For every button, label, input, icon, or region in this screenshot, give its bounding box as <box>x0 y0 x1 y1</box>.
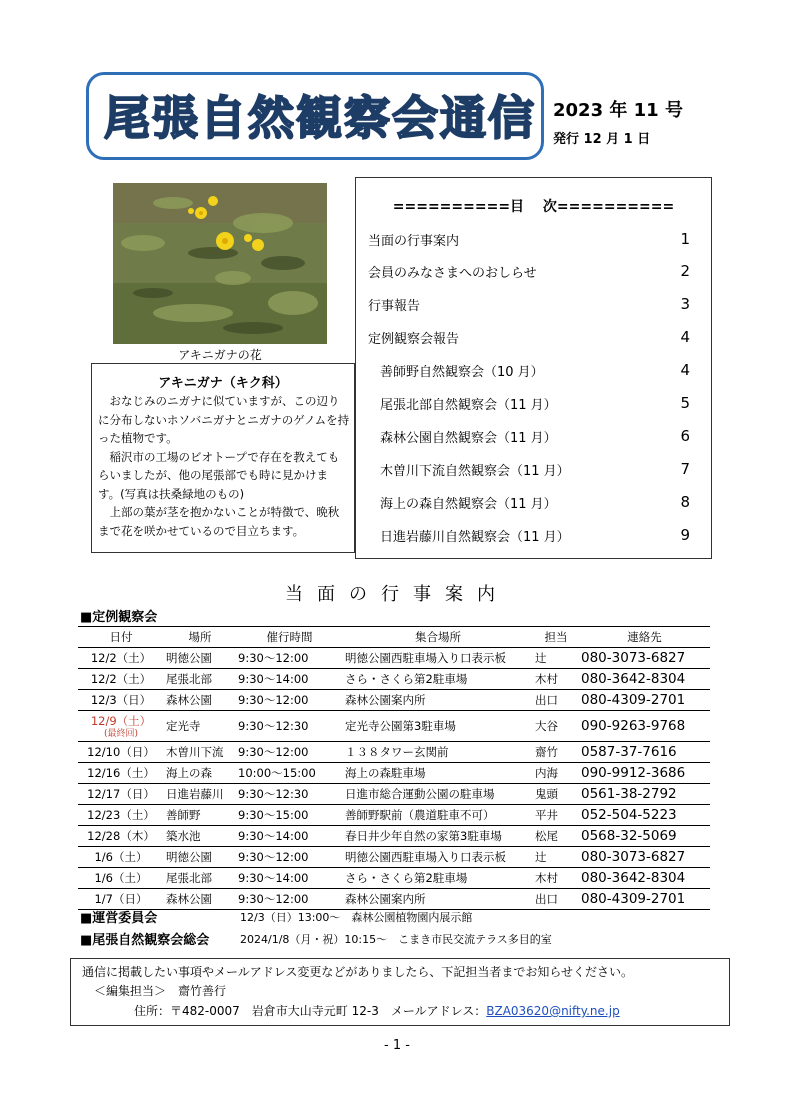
row-time <box>236 648 343 669</box>
table-header-row <box>78 627 710 648</box>
table-row <box>78 711 710 742</box>
toc-page: 2 <box>680 262 690 280</box>
row-leader-text: 出口 <box>535 693 558 707</box>
flower-photo <box>113 183 327 344</box>
table-row <box>78 868 710 889</box>
row-date <box>78 690 164 711</box>
toc-label: 会員のみなさまへのおしらせ <box>368 266 537 281</box>
row-leader-text: 辻 <box>535 850 547 864</box>
row-date <box>78 784 164 805</box>
toc-item[interactable] <box>380 394 690 413</box>
row-phone <box>579 648 710 669</box>
table-row <box>78 669 710 690</box>
row-time <box>236 889 343 910</box>
row-leader <box>533 763 579 784</box>
row-date-text: 12/28（木） <box>87 829 155 843</box>
row-date-text: 12/10（日） <box>87 745 155 759</box>
row-time-text: 9:30～14:00 <box>238 871 309 885</box>
row-meeting-place-text: さら・さくら第2駐車場 <box>345 871 468 885</box>
row-leader-text: 平井 <box>535 808 558 822</box>
steering-committee-label: ■運営委員会 <box>80 911 158 926</box>
row-meeting-place <box>343 763 533 784</box>
row-leader <box>533 648 579 669</box>
row-phone <box>579 847 710 868</box>
toc-item[interactable] <box>368 262 690 281</box>
row-leader-text: 出口 <box>535 892 558 906</box>
toc-page: 8 <box>680 493 690 511</box>
toc-item[interactable] <box>380 361 690 380</box>
plant-paragraph: 稲沢市の工場のビオトープで存在を教えてもらいましたが、他の尾張部でも時に見かけます。(写真は扶桑緑地のもの) <box>98 449 340 501</box>
toc-item[interactable] <box>368 295 690 314</box>
row-phone <box>579 826 710 847</box>
general-meeting-label: ■尾張自然観察会総会 <box>80 933 210 948</box>
row-time-text: 9:30～12:00 <box>238 892 309 906</box>
row-phone-text: 0587-37-7616 <box>581 744 677 760</box>
toc-item[interactable] <box>380 460 690 479</box>
row-time-text: 9:30～14:00 <box>238 672 309 686</box>
table-row <box>78 826 710 847</box>
email-link[interactable]: BZA03620@nifty.ne.jp <box>486 1004 620 1018</box>
row-place-text: 明徳公園 <box>166 850 212 864</box>
row-leader <box>533 784 579 805</box>
row-time <box>236 805 343 826</box>
table-row <box>78 805 710 826</box>
row-leader <box>533 847 579 868</box>
row-meeting-place-text: １３８タワー玄関前 <box>345 745 449 759</box>
row-leader-text: 大谷 <box>535 719 558 733</box>
schedule-title: 当面の行事案内 <box>285 584 509 605</box>
row-meeting-place <box>343 889 533 910</box>
row-date <box>78 763 164 784</box>
row-phone-text: 080-4309-2701 <box>581 891 686 907</box>
row-phone-text: 080-4309-2701 <box>581 692 686 708</box>
row-date <box>78 805 164 826</box>
row-phone-text: 052-504-5223 <box>581 807 677 823</box>
row-meeting-place-text: 明徳公園西駐車場入り口表示板 <box>345 651 506 665</box>
row-phone-text: 080-3642-8304 <box>581 870 686 886</box>
row-phone-text: 080-3642-8304 <box>581 671 686 687</box>
row-meeting-place <box>343 847 533 868</box>
row-leader <box>533 868 579 889</box>
row-meeting-place <box>343 711 533 742</box>
row-place <box>164 711 236 742</box>
row-meeting-place-text: さら・さくら第2駐車場 <box>345 672 468 686</box>
row-phone-text: 090-9263-9768 <box>581 718 686 734</box>
row-date <box>78 711 164 742</box>
row-date-text: 1/6（土） <box>94 850 148 864</box>
table-row <box>78 690 710 711</box>
row-place <box>164 805 236 826</box>
row-leader <box>533 669 579 690</box>
row-time-text: 9:30～12:30 <box>238 719 309 733</box>
header-place: 場所 <box>164 627 236 648</box>
row-leader <box>533 889 579 910</box>
row-date <box>78 847 164 868</box>
row-time-text: 9:30～15:00 <box>238 808 309 822</box>
row-time-text: 9:30～12:00 <box>238 745 309 759</box>
row-meeting-place-text: 海上の森駐車場 <box>345 766 426 780</box>
row-time <box>236 763 343 784</box>
toc-item[interactable] <box>380 493 690 512</box>
header-leader: 担当 <box>533 627 579 648</box>
toc-label: 尾張北部自然観察会（11 月） <box>380 398 557 413</box>
row-meeting-place <box>343 648 533 669</box>
row-phone <box>579 742 710 763</box>
plant-title: アキニガナ（キク科） <box>158 376 288 391</box>
toc-label: 海上の森自然観察会（11 月） <box>380 497 557 512</box>
row-leader-text: 松尾 <box>535 829 558 843</box>
row-place-text: 森林公園 <box>166 693 212 707</box>
row-meeting-place-text: 森林公園案内所 <box>345 892 426 906</box>
row-meeting-place-text: 定光寺公園第3駐車場 <box>345 719 456 733</box>
row-time <box>236 847 343 868</box>
address-text: 住所：〒482-0007 岩倉市大山寺元町 12-3 メールアドレス： <box>134 1004 487 1018</box>
row-phone <box>579 784 710 805</box>
row-leader-text: 辻 <box>535 651 547 665</box>
row-phone-text: 0561-38-2792 <box>581 786 677 802</box>
row-time <box>236 826 343 847</box>
row-leader-text: 木村 <box>535 672 558 686</box>
row-place-text: 海上の森 <box>166 766 212 780</box>
header-date: 日付 <box>78 627 164 648</box>
row-time-text: 9:30～12:00 <box>238 651 309 665</box>
row-place-text: 築水池 <box>166 829 201 843</box>
row-place <box>164 742 236 763</box>
row-date <box>78 826 164 847</box>
issue-date: 発行 12 月 1 日 <box>553 132 651 147</box>
row-phone <box>579 690 710 711</box>
toc-heading: ==========目 次========== <box>392 199 675 215</box>
row-place-text: 尾張北部 <box>166 672 212 686</box>
toc-page: 4 <box>680 361 690 379</box>
row-leader <box>533 690 579 711</box>
row-phone-text: 080-3073-6827 <box>581 650 686 666</box>
row-date-text: 1/7（日） <box>94 892 148 906</box>
row-meeting-place-text: 森林公園案内所 <box>345 693 426 707</box>
row-place <box>164 847 236 868</box>
row-leader <box>533 742 579 763</box>
plant-paragraph: 上部の葉が茎を抱かないことが特徴で、晩秋まで花を咲かせているので目立ちます。 <box>98 505 340 538</box>
row-time-text: 9:30～12:30 <box>238 787 309 801</box>
toc-label: 行事報告 <box>368 299 421 314</box>
table-row <box>78 763 710 784</box>
row-place <box>164 669 236 690</box>
schedule-table <box>78 626 710 910</box>
row-time <box>236 669 343 690</box>
row-place-text: 善師野 <box>166 808 201 822</box>
header-meeting-place: 集合場所 <box>343 627 533 648</box>
row-meeting-place-text: 日進市総合運動公園の駐車場 <box>345 787 495 801</box>
regular-events-label: ■定例観察会 <box>80 610 158 625</box>
flower-photo-image <box>113 183 327 344</box>
issue-number: 2023 年 11 号 <box>553 100 683 121</box>
row-date <box>78 868 164 889</box>
row-time-text: 9:30～12:00 <box>238 850 309 864</box>
row-phone <box>579 805 710 826</box>
row-time <box>236 784 343 805</box>
toc-item[interactable] <box>368 230 690 249</box>
row-place <box>164 868 236 889</box>
table-row <box>78 648 710 669</box>
toc-item[interactable] <box>380 427 690 446</box>
row-leader-text: 齋竹 <box>535 745 558 759</box>
table-row <box>78 784 710 805</box>
newsletter-title: 尾張自然観察会通信 <box>104 91 536 145</box>
row-meeting-place-text: 善師野駅前（農道駐車不可） <box>345 808 495 822</box>
row-date-text: 1/6（土） <box>94 871 148 885</box>
notice-text: 通信に掲載したい事項やメールアドレス変更などがありましたら、下記担当者までお知らせください。 <box>82 965 634 979</box>
row-phone <box>579 711 710 742</box>
row-meeting-place <box>343 784 533 805</box>
row-date-text: 12/23（土） <box>87 808 155 822</box>
row-place <box>164 889 236 910</box>
toc-label: 森林公園自然観察会（11 月） <box>380 431 557 446</box>
row-time-text: 10:00～15:00 <box>238 766 316 780</box>
row-date-text: 12/9（土） <box>90 714 152 728</box>
row-place <box>164 690 236 711</box>
row-phone-text: 0568-32-5069 <box>581 828 677 844</box>
toc-page: 9 <box>680 526 690 544</box>
editor-name: ＜編集担当＞ 齋竹善行 <box>94 984 227 998</box>
row-phone <box>579 669 710 690</box>
row-meeting-place <box>343 868 533 889</box>
table-row <box>78 742 710 763</box>
toc-label: 木曽川下流自然観察会（11 月） <box>380 464 570 479</box>
row-phone-text: 090-9912-3686 <box>581 765 686 781</box>
toc-page: 6 <box>680 427 690 445</box>
toc-label: 当面の行事案内 <box>368 234 460 249</box>
photo-caption: アキニガナの花 <box>178 348 262 362</box>
row-phone <box>579 763 710 784</box>
page-number: - 1 - <box>384 1038 410 1053</box>
row-place <box>164 763 236 784</box>
row-date <box>78 742 164 763</box>
row-place-text: 定光寺 <box>166 719 201 733</box>
header-contact: 連絡先 <box>579 627 710 648</box>
toc-label: 定例観察会報告 <box>368 332 460 347</box>
toc-page: 3 <box>680 295 690 313</box>
row-meeting-place <box>343 690 533 711</box>
toc-item[interactable] <box>380 526 690 545</box>
row-place-text: 明徳公園 <box>166 651 212 665</box>
row-time <box>236 711 343 742</box>
row-meeting-place <box>343 826 533 847</box>
row-phone <box>579 868 710 889</box>
row-place-text: 森林公園 <box>166 892 212 906</box>
toc-item[interactable] <box>368 328 690 347</box>
row-meeting-place-text: 春日井少年自然の家第3駐車場 <box>345 829 502 843</box>
row-date-text: 12/16（土） <box>87 766 155 780</box>
toc-page: 7 <box>680 460 690 478</box>
row-place-text: 日進岩藤川 <box>166 787 224 801</box>
steering-committee-detail: 12/3（日）13:00～ 森林公園植物園内展示館 <box>240 911 473 924</box>
row-time-text: 9:30～14:00 <box>238 829 309 843</box>
row-place-text: 尾張北部 <box>166 871 212 885</box>
row-place-text: 木曽川下流 <box>166 745 224 759</box>
toc-label: 善師野自然観察会（10 月） <box>380 365 544 380</box>
row-meeting-place-text: 明徳公園西駐車場入り口表示板 <box>345 850 506 864</box>
table-row <box>78 847 710 868</box>
row-leader-text: 木村 <box>535 871 558 885</box>
row-phone-text: 080-3073-6827 <box>581 849 686 865</box>
toc-page: 5 <box>680 394 690 412</box>
row-leader <box>533 805 579 826</box>
plant-description <box>98 392 350 540</box>
row-place <box>164 784 236 805</box>
row-time <box>236 742 343 763</box>
final-session-note: (最終回) <box>103 729 139 739</box>
row-leader <box>533 711 579 742</box>
row-date <box>78 648 164 669</box>
row-date-text: 12/17（日） <box>87 787 155 801</box>
plant-paragraph: おなじみのニガナに似ていますが、この辺りに分布しないホソバニガナとニガナのゲノムを持った植物です。 <box>98 394 350 445</box>
editor-address <box>134 1002 620 1019</box>
row-meeting-place <box>343 742 533 763</box>
header-time: 催行時間 <box>236 627 343 648</box>
toc-label: 日進岩藤川自然観察会（11 月） <box>380 530 570 545</box>
row-date-text: 12/2（土） <box>90 672 152 686</box>
row-date-text: 12/3（日） <box>90 693 152 707</box>
row-date <box>78 669 164 690</box>
row-leader-text: 内海 <box>535 766 558 780</box>
row-leader-text: 鬼頭 <box>535 787 558 801</box>
row-time-text: 9:30～12:00 <box>238 693 309 707</box>
table-row <box>78 889 710 910</box>
general-meeting-detail: 2024/1/8（月・祝）10:15～ こまき市民交流テラス多目的室 <box>240 933 552 946</box>
row-time <box>236 868 343 889</box>
row-leader <box>533 826 579 847</box>
row-time <box>236 690 343 711</box>
row-place <box>164 826 236 847</box>
row-place <box>164 648 236 669</box>
row-phone <box>579 889 710 910</box>
toc-page: 4 <box>680 328 690 346</box>
row-meeting-place <box>343 669 533 690</box>
row-date-text: 12/2（土） <box>90 651 152 665</box>
toc-page: 1 <box>680 230 690 248</box>
row-meeting-place <box>343 805 533 826</box>
